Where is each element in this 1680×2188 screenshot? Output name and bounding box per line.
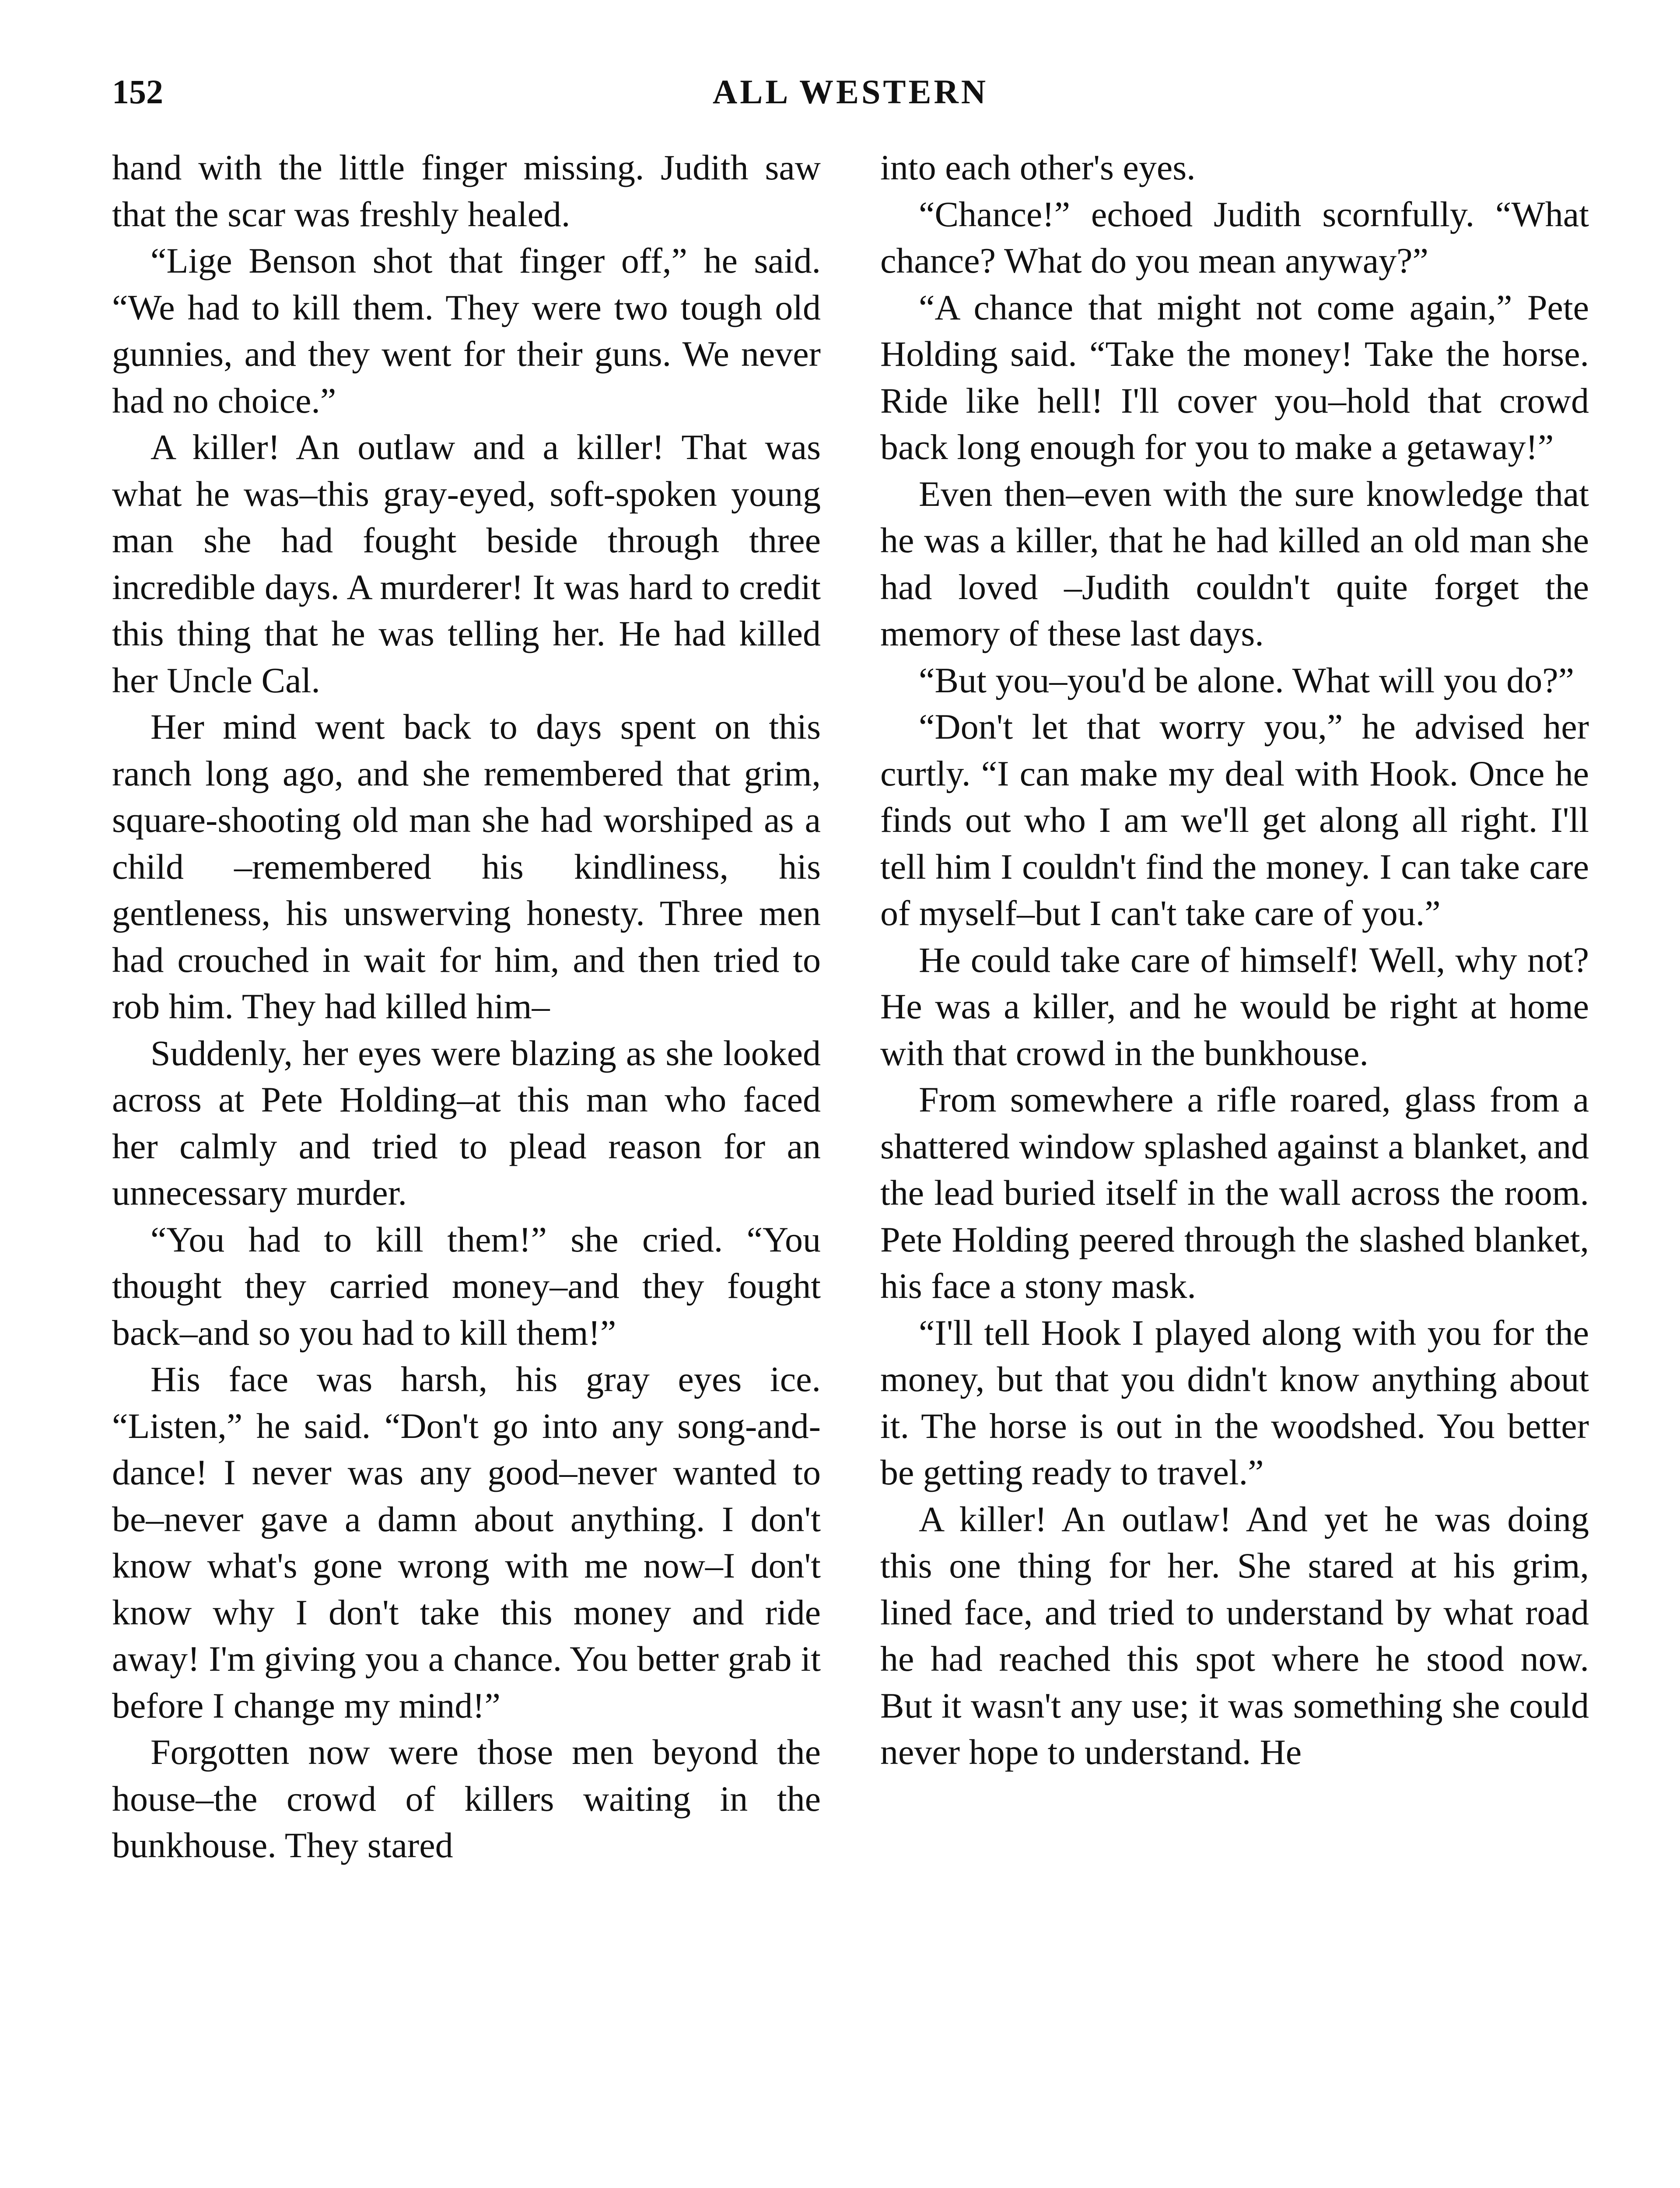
paragraph: “A chance that might not come again,” Pete Holding said. “Take the money! Take the horse. Ride like hell! I'll cover you–hold that crowd back long enough for you to make a getaway!”	[880, 287, 1589, 467]
text-columns	[112, 144, 1589, 2188]
paragraph: From somewhere a rifle roared, glass from a shattered window splashed against a blanket, and the lead buried itself in the wall across the room. Pete Holding peered through the slashed blanket, his face a stony mask.	[880, 1080, 1589, 1306]
paragraph: “Lige Benson shot that finger off,” he said. “We had to kill them. They were two tough old gunnies, and they went for their guns. We never had no choice.”	[112, 241, 821, 421]
page-header	[112, 66, 1589, 118]
paragraph: “Chance!” echoed Judith scornfully. “What chance? What do you mean anyway?”	[880, 194, 1589, 281]
running-title: ALL WESTERN	[712, 73, 989, 111]
paragraph: hand with the little finger missing. Judith saw that the scar was freshly healed.	[112, 147, 821, 234]
paragraph: Forgotten now were those men beyond the house–the crowd of killers waiting in the bunkhouse. They stared	[112, 1732, 821, 1865]
page-number: 152	[112, 73, 163, 111]
paragraph: His face was harsh, his gray eyes ice. “Listen,” he said. “Don't go into any song-and-dance! I never was any good–never wanted to be–never gave a damn about anything. I don't know what's gone wrong with me now–I don't know why I don't take this money and ride away! I'm giving you a chance. You better grab it before I change my mind!”	[112, 1359, 821, 1725]
right-column	[880, 144, 1589, 2188]
paragraph: He could take care of himself! Well, why not? He was a killer, and he would be right at home with that crowd in the bunkhouse.	[880, 940, 1589, 1073]
paragraph: Suddenly, her eyes were blazing as she looked across at Pete Holding–at this man who faced her calmly and tried to plead reason for an unnecessary murder.	[112, 1033, 821, 1213]
paragraph: into each other's eyes.	[880, 147, 1196, 187]
paragraph: “But you–you'd be alone. What will you do?”	[919, 660, 1575, 700]
paragraph: A killer! An outlaw and a killer! That was what he was–this gray-eyed, soft-spoken young man she had fought beside through three incredible days. A murderer! It was hard to credit this thing that he was telling her. He had killed her Uncle Cal.	[112, 427, 821, 700]
paragraph: Her mind went back to days spent on this ranch long ago, and she remembered that grim, square-shooting old man she had worshiped as a child –remembered his kindliness, his gentleness, his unswerving honesty. Three men had crouched in wait for him, and then tried to rob him. They had killed him–	[112, 707, 821, 1026]
left-column	[112, 144, 821, 2188]
paragraph: Even then–even with the sure knowledge that he was a killer, that he had killed an old man she had loved –Judith couldn't quite forget the memory of these last days.	[880, 473, 1589, 653]
paragraph: “You had to kill them!” she cried. “You thought they carried money–and they fought back–and so you had to kill them!”	[112, 1219, 821, 1353]
paragraph: “Don't let that worry you,” he advised her curtly. “I can make my deal with Hook. Once he finds out who I am we'll get along all right. I'll tell him I couldn't find the money. I can take care of myself–but I can't take care of you.”	[880, 707, 1589, 933]
paragraph: A killer! An outlaw! And yet he was doing this one thing for her. She stared at his grim, lined face, and tried to understand by what road he had reached this spot where he stood now. But it wasn't any use; it was something she could never hope to understand. He	[880, 1499, 1589, 1772]
paragraph: “I'll tell Hook I played along with you for the money, but that you didn't know anything about it. The horse is out in the woodshed. You better be getting ready to travel.”	[880, 1312, 1589, 1492]
